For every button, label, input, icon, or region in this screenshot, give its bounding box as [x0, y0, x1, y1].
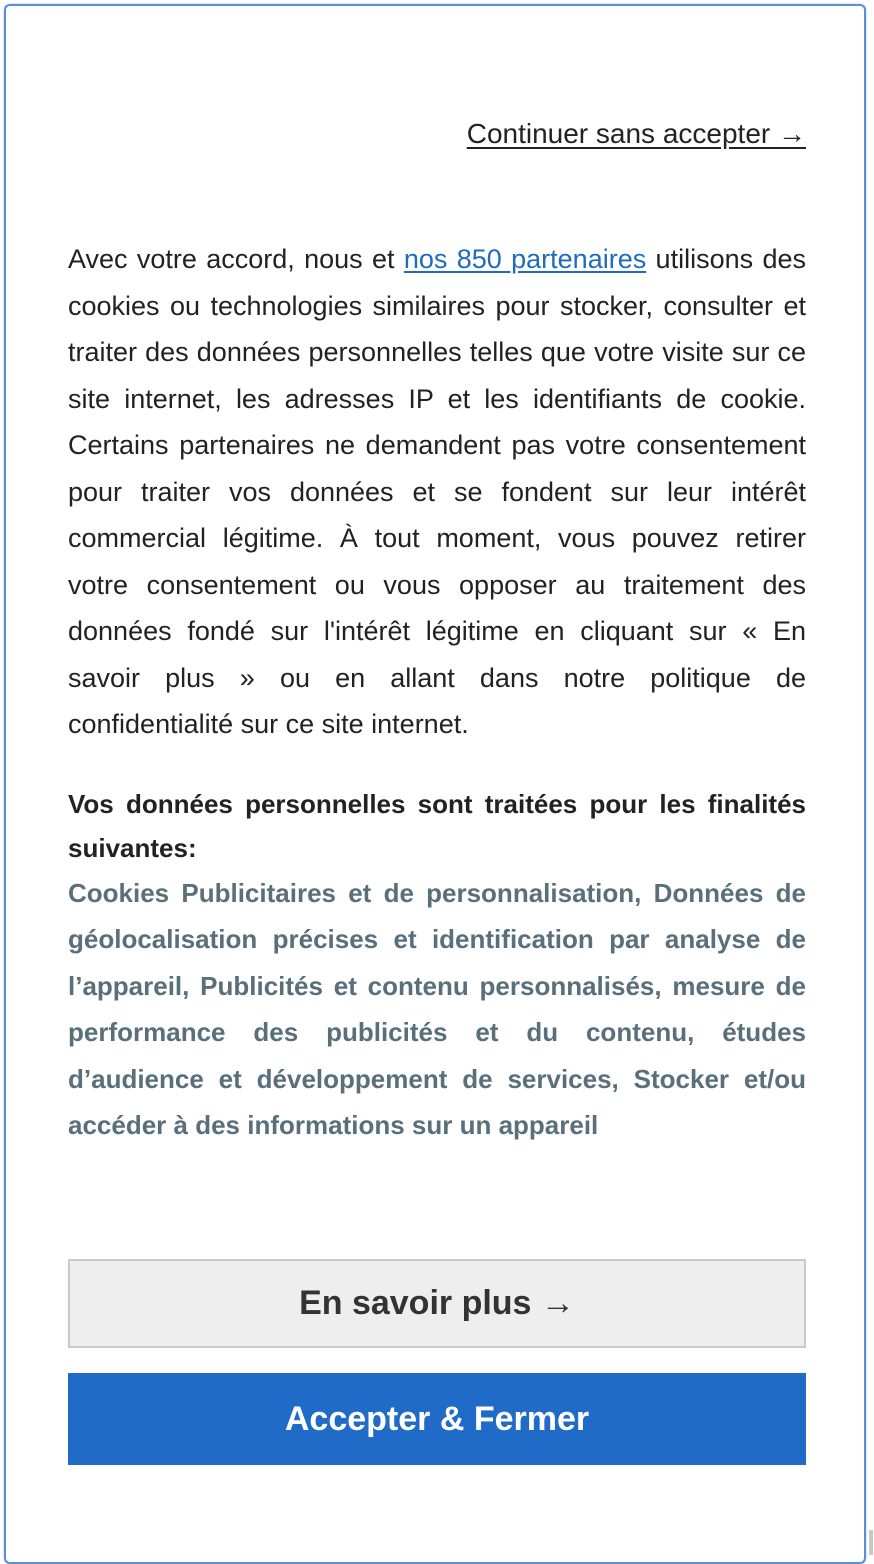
learn-more-label: En savoir plus →	[299, 1284, 575, 1322]
purposes-list: Cookies Publicitaires et de personnalisation, Données de géolocalisation précises et identification par analyse de l’appareil, Publicités et contenu personnalisés, mesure de performance des publicités et du contenu, études d’audience et développement de services, Stocker et/ou accéder à des informations sur un appareil	[68, 877, 806, 1140]
intro-text-end: utilisons des cookies ou technologies similaires pour stocker, consulter et traiter des données personnelles telles que votre visite sur ce site internet, les adresses IP et les identifiants de cookie. Certains partenaires ne demandent pas votre consentement pour traiter vos données et se fondent sur leur intérêt commercial légitime. À tout moment, vous pouvez retirer votre consentement ou vous opposer au traitement des données fondé sur l'intérêt légitime en cliquant sur « En savoir plus » ou en allant dans notre politique de confidentialité sur ce site internet.	[68, 244, 806, 739]
accept-label: Accepter & Fermer	[284, 1399, 590, 1438]
accept-and-close-button[interactable]	[68, 1373, 806, 1465]
scrollbar[interactable]	[868, 0, 874, 1555]
purposes-heading: Vos données personnelles sont traitées pour les finalités suivantes:	[68, 788, 806, 863]
consent-intro-text	[68, 236, 806, 748]
partners-link[interactable]: nos 850 partenaires	[403, 244, 647, 274]
scrollbar-thumb[interactable]	[869, 1530, 873, 1555]
consent-content	[68, 236, 806, 1149]
learn-more-button[interactable]	[68, 1259, 806, 1348]
continue-without-accepting-link[interactable]: Continuer sans accepter →	[466, 118, 806, 149]
intro-text-start: Avec votre accord, nous et	[68, 244, 404, 274]
continue-row	[467, 118, 806, 150]
